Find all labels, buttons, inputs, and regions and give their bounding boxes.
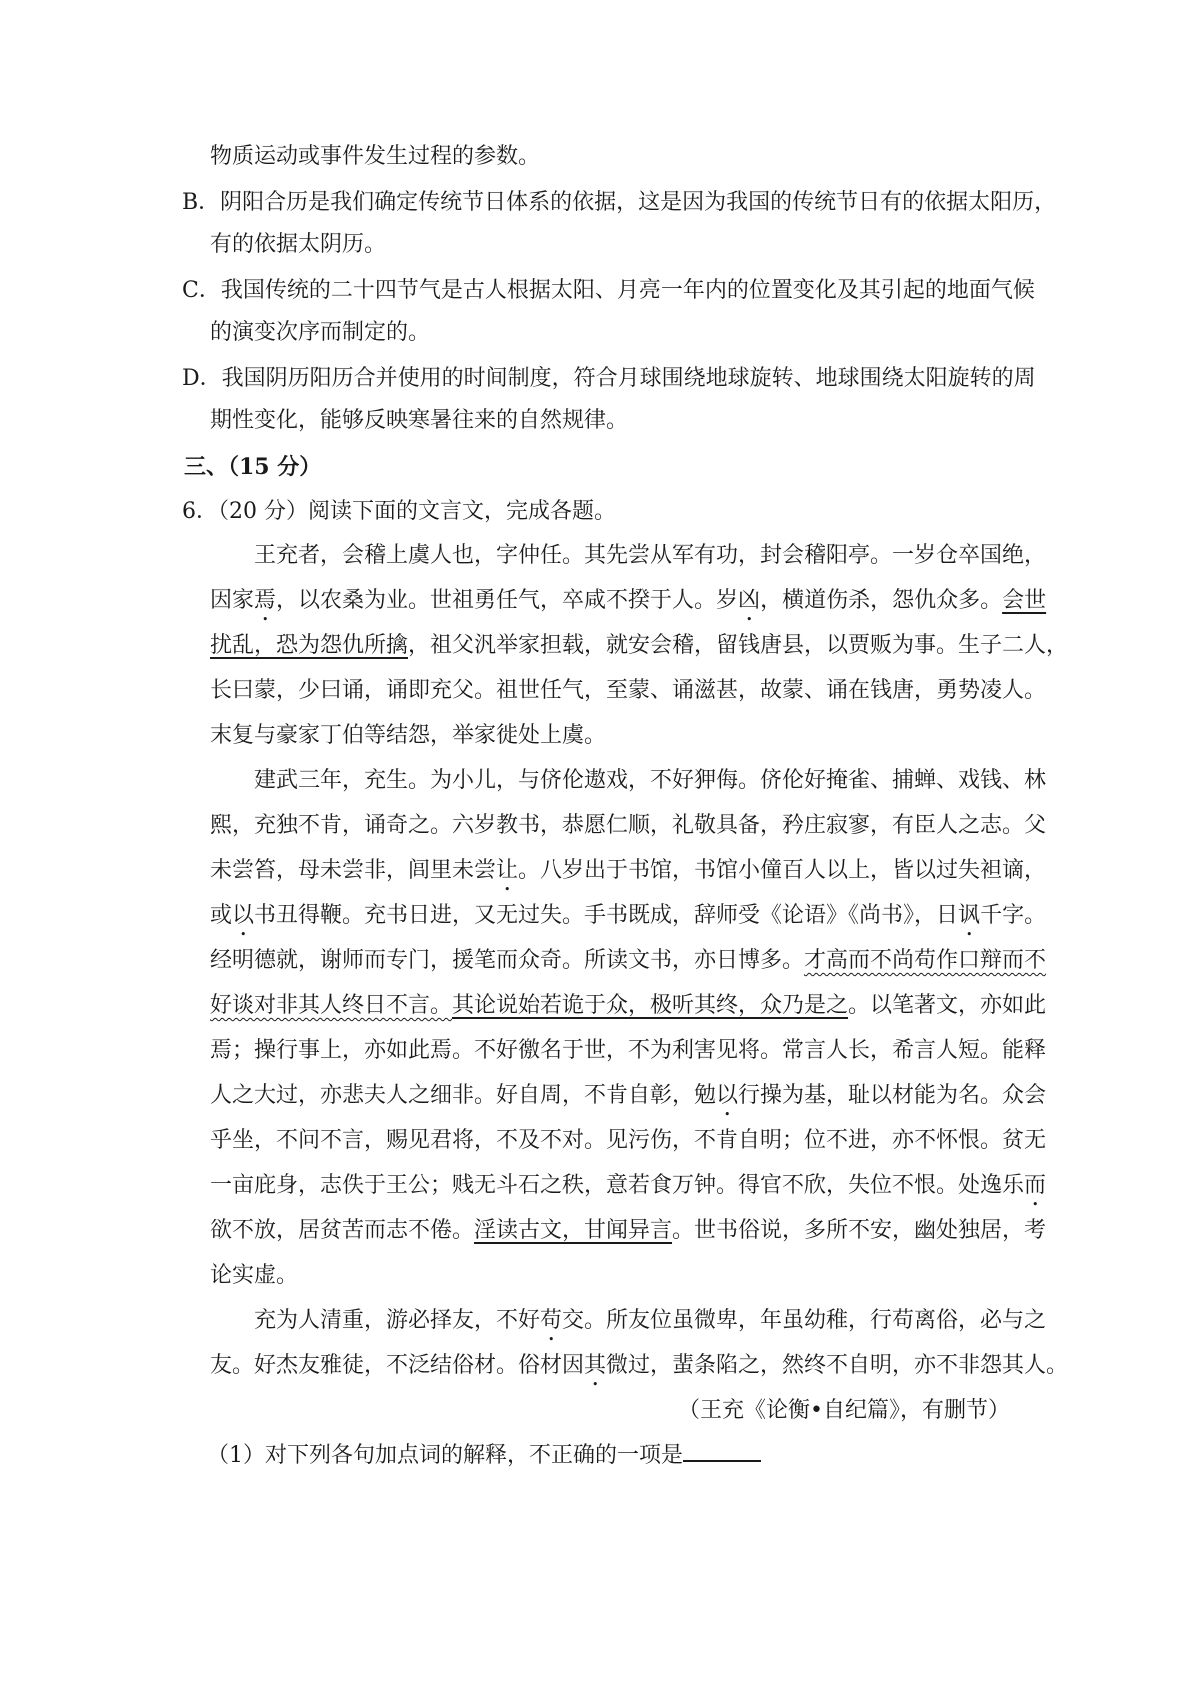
text-segment: 有的依据太阴历。	[210, 232, 387, 257]
text-segment: ，以农桑为业。世祖勇任气，卒咸不揆于人。岁	[276, 588, 739, 613]
dotted-word: 以	[716, 1083, 739, 1108]
dotted-word: 凶	[738, 588, 761, 613]
text-segment: 友。好杰友雅徒，不泛结俗材。俗材因	[210, 1353, 585, 1378]
dotted-word: 苟	[540, 1308, 563, 1333]
answer-blank[interactable]	[683, 1442, 761, 1462]
text-segment: 王充者，会稽上虞人也，字仲任。其先尝从军有功，封会稽阳亭。一岁仓卒国绝，	[254, 543, 1047, 568]
passage-p2-line-4	[210, 901, 1046, 941]
text-segment: 建武三年，充生。为小儿，与侪伦遨戏，不好狎侮。侪伦好掩雀、捕蝉、戏钱、林	[254, 768, 1047, 793]
text-segment: 交。所友位虽微卑，年虽幼稚，行苟离俗，必与之	[562, 1308, 1047, 1333]
text-segment: 书丑得鞭。充书日进，又无过失。手书既成，辞师受《论语》《尚书》，日	[254, 903, 959, 928]
dotted-word: 让	[496, 858, 519, 883]
option-d-line-2	[210, 406, 628, 436]
text-segment: 充为人清重，游必择友，不好	[254, 1308, 541, 1333]
question-6-prompt: 6．（20 分）阅读下面的文言文，完成各题。	[182, 499, 616, 524]
passage-p2-line-6	[210, 991, 1046, 1021]
text-segment: 末复与豪家丁伯等结怨，举家徙处上虞。	[210, 723, 607, 748]
dotted-word: 焉	[254, 588, 277, 613]
underlined-phrase: 淫读古文，甘闻异言	[474, 1218, 673, 1243]
text-segment: 微过，蜚条陷之，然终不自明，亦不非怨其人。	[606, 1353, 1069, 1378]
dotted-word: 而	[1024, 1173, 1047, 1198]
text-segment: 未尝笞，母未尝非，闾里未尝	[210, 858, 497, 883]
text-segment: C．我国传统的二十四节气是古人根据太阳、月亮一年内的位置变化及其引起的地面气候	[182, 278, 1035, 303]
passage-source: （王充《论衡•自纪篇》，有删节）	[678, 1398, 1010, 1423]
text-segment: 经明德就，谢师而专门，援笔而众奇。所读文书，亦日博多。	[210, 948, 805, 973]
subquestion-1	[207, 1441, 761, 1471]
section-heading: 三、（15 分）	[184, 454, 322, 480]
text-segment: 乎坐，不问不言，赐见君将，不及不对。见污伤，不肯自明；位不进，亦不怀恨。贫无	[210, 1128, 1047, 1153]
passage-p2-line-12	[210, 1261, 298, 1291]
passage-p2-line-3	[210, 856, 1046, 896]
text-segment: 论实虚。	[210, 1263, 299, 1288]
text-segment: ，横道伤杀，怨仇众多。	[760, 588, 1003, 613]
wavy-underlined-phrase: 好谈对非其人终日不言。	[210, 993, 453, 1018]
text-segment: 。八岁出于书馆，书馆小僮百人以上，皆以过失袒谪，	[518, 858, 1047, 883]
underlined-phrase: 其论说始若诡于众，极听其终，众乃是之	[452, 993, 849, 1018]
passage-p3-line-1	[254, 1306, 1046, 1346]
text-segment: 。世书俗说，多所不安，幽处独居，考	[672, 1218, 1047, 1243]
wavy-underlined-phrase: 才高而不尚苟作口辩而不	[804, 948, 1047, 973]
dotted-word: 讽	[958, 903, 981, 928]
text-segment: D．我国阴历阳历合并使用的时间制度，符合月球围绕地球旋转、地球围绕太阳旋转的周	[182, 366, 1036, 391]
dotted-word: 其	[584, 1353, 607, 1378]
text-segment: B．阴阳合历是我们确定传统节日体系的依据，这是因为我国的传统节日有的依据太阳历，	[182, 190, 1057, 215]
passage-p2-line-7	[210, 1036, 1046, 1066]
text-segment: 物质运动或事件发生过程的参数。	[210, 144, 541, 169]
text-segment: 期性变化，能够反映寒暑往来的自然规律。	[210, 408, 629, 433]
passage-p1-line-3	[210, 631, 1068, 661]
passage-p1-line-4	[210, 676, 1046, 706]
text-segment: 千字。	[980, 903, 1047, 928]
option-d-line-1	[182, 364, 1036, 394]
subquestion-1-text: （1）对下列各句加点词的解释，不正确的一项是	[207, 1443, 683, 1468]
text-segment: 长曰蒙，少曰诵，诵即充父。祖世任气，至蒙、诵滋甚，故蒙、诵在钱唐，勇势凌人。	[210, 678, 1047, 703]
passage-p1-line-5	[210, 721, 606, 751]
underlined-phrase: 会世	[1002, 588, 1047, 613]
option-c-line-2	[210, 318, 430, 348]
text-segment: 人之大过，亦悲夫人之细非。好自周，不肯自彰，勉	[210, 1083, 717, 1108]
passage-p3-line-2	[210, 1351, 1068, 1391]
text-segment: ，祖父汎举家担载，就安会稽，留钱唐县，以贾贩为事。生子二人，	[408, 633, 1069, 658]
text-segment: 欲不放，居贫苦而志不倦。	[210, 1218, 475, 1243]
passage-p2-line-1	[254, 766, 1046, 796]
underlined-phrase: 扰乱，恐为怨仇所擒	[210, 633, 409, 658]
text-segment: 的演变次序而制定的。	[210, 320, 431, 345]
text-segment: 熙，充独不肯，诵奇之。六岁教书，恭愿仁顺，礼敬具备，矜庄寂寥，有臣人之志。父	[210, 813, 1047, 838]
option-a-continuation	[210, 142, 540, 172]
passage-p1-line-1	[254, 541, 1046, 571]
text-segment: 或	[210, 903, 233, 928]
option-b-line-2	[210, 230, 386, 260]
passage-p2-line-10	[210, 1171, 1046, 1211]
option-b-line-1	[182, 188, 1056, 218]
text-segment: 焉；操行事上，亦如此焉。不好徼名于世，不为利害见将。常言人长，希言人短。能释	[210, 1038, 1047, 1063]
text-segment: 因家	[210, 588, 255, 613]
passage-p2-line-8	[210, 1081, 1046, 1121]
text-segment: 一亩庇身，志佚于王公；贱无斗石之秩，意若食万钟。得官不欣，失位不恨。处逸乐	[210, 1173, 1025, 1198]
passage-p2-line-2	[210, 811, 1046, 841]
option-c-line-1	[182, 276, 1035, 306]
passage-p1-line-2	[210, 586, 1046, 626]
text-segment: 行操为基，耻以材能为名。众会	[738, 1083, 1047, 1108]
text-segment: 。以笔著文，亦如此	[848, 993, 1047, 1018]
dotted-word: 以	[232, 903, 255, 928]
passage-p2-line-11	[210, 1216, 1046, 1246]
passage-p2-line-9	[210, 1126, 1046, 1156]
passage-p2-line-5	[210, 946, 1046, 976]
